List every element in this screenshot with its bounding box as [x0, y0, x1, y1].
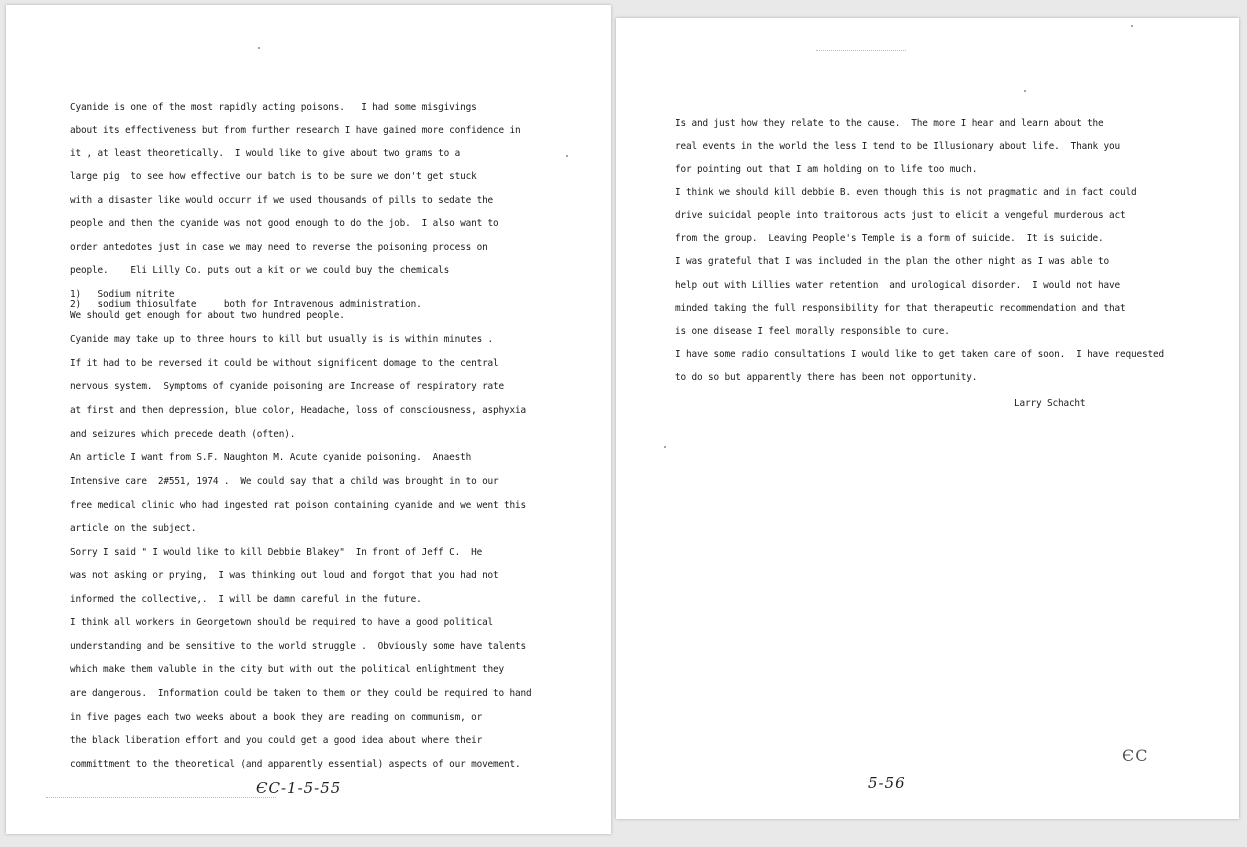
text-line: about its effectiveness but from further research I have gained more confidence in	[70, 125, 521, 136]
text-line: committment to the theoretical (and apparently essential) aspects of our movement.	[70, 759, 521, 770]
text-line: I think we should kill debbie B. even though this is not pragmatic and in fact could	[675, 187, 1137, 198]
scan-speck	[664, 446, 666, 448]
text-line: large pig to see how effective our batch is to be sure we don't get stuck	[70, 171, 477, 182]
text-line: I have some radio consultations I would like to get taken care of soon. I have requested	[675, 349, 1164, 360]
scan-noise	[816, 50, 906, 52]
text-line: and seizures which precede death (often).	[70, 429, 296, 440]
document-page-right	[616, 18, 1239, 819]
text-line: at first and then depression, blue color, Headache, loss of consciousness, asphyxia	[70, 405, 527, 416]
text-line: for pointing out that I am holding on to life too much.	[675, 164, 978, 175]
text-line: are dangerous. Information could be taken to them or they could be required to hand	[70, 688, 532, 699]
text-line: was not asking or prying, I was thinking out loud and forgot that you had not	[70, 570, 499, 581]
scan-speck	[258, 47, 260, 49]
text-line: If it had to be reversed it could be without significent domage to the central	[70, 358, 499, 369]
text-line: 2) sodium thiosulfate both for Intravenous administration.	[70, 299, 422, 310]
scan-speck	[566, 155, 568, 157]
text-line: the black liberation effort and you could get a good idea about where their	[70, 735, 483, 746]
signature-line: Larry Schacht	[1014, 398, 1086, 409]
text-line: help out with Lillies water retention and urological disorder. I would not have	[675, 280, 1121, 291]
text-line: from the group. Leaving People's Temple is a form of suicide. It is suicide.	[675, 233, 1104, 244]
document-page-left	[6, 5, 611, 834]
text-line: is one disease I feel morally responsible to cure.	[675, 326, 950, 337]
text-line: drive suicidal people into traitorous acts just to elicit a vengeful murderous act	[675, 210, 1126, 221]
scan-noise	[46, 797, 276, 799]
text-line: article on the subject.	[70, 523, 197, 534]
text-line: which make them valuble in the city but with out the political enlightment they	[70, 664, 505, 675]
text-line: order antedotes just in case we may need to reverse the poisoning process on	[70, 242, 488, 253]
text-line: people. Eli Lilly Co. puts out a kit or we could buy the chemicals	[70, 265, 450, 276]
text-line: We should get enough for about two hundred people.	[70, 310, 345, 321]
text-line: to do so but apparently there has been not opportunity.	[675, 372, 978, 383]
text-line: informed the collective,. I will be damn careful in the future.	[70, 594, 422, 605]
text-line: Cyanide is one of the most rapidly acting poisons. I had some misgivings	[70, 102, 477, 113]
text-line: in five pages each two weeks about a book they are reading on communism, or	[70, 712, 483, 723]
corner-stamp: ЄС	[1122, 746, 1149, 765]
handwritten-page-number: 5-56	[868, 774, 906, 792]
text-line: Sorry I said " I would like to kill Debbie Blakey" In front of Jeff C. He	[70, 547, 483, 558]
text-line: Is and just how they relate to the cause. The more I hear and learn about the	[675, 118, 1104, 129]
text-line: Intensive care 2#551, 1974 . We could say that a child was brought in to our	[70, 476, 499, 487]
scan-speck	[1024, 90, 1026, 92]
handwritten-page-number: ЄС-1-5-55	[256, 779, 342, 797]
text-line: I was grateful that I was included in the plan the other night as I was able to	[675, 256, 1110, 267]
text-line: I think all workers in Georgetown should be required to have a good political	[70, 617, 494, 628]
text-line: with a disaster like would occurr if we used thousands of pills to sedate the	[70, 195, 494, 206]
scan-speck	[1131, 25, 1133, 27]
text-line: understanding and be sensitive to the world struggle . Obviously some have talents	[70, 641, 527, 652]
text-line: it , at least theoretically. I would like to give about two grams to a	[70, 148, 461, 159]
text-line: people and then the cyanide was not good enough to do the job. I also want to	[70, 218, 499, 229]
text-line: 1) Sodium nitrite	[70, 289, 175, 300]
text-line: free medical clinic who had ingested rat poison containing cyanide and we went this	[70, 500, 527, 511]
text-line: Cyanide may take up to three hours to kill but usually is is within minutes .	[70, 334, 494, 345]
text-line: nervous system. Symptoms of cyanide poisoning are Increase of respiratory rate	[70, 381, 505, 392]
text-line: minded taking the full responsibility for that therapeutic recommendation and that	[675, 303, 1126, 314]
text-line: real events in the world the less I tend to be Illusionary about life. Thank you	[675, 141, 1121, 152]
text-line: An article I want from S.F. Naughton M. Acute cyanide poisoning. Anaesth	[70, 452, 472, 463]
